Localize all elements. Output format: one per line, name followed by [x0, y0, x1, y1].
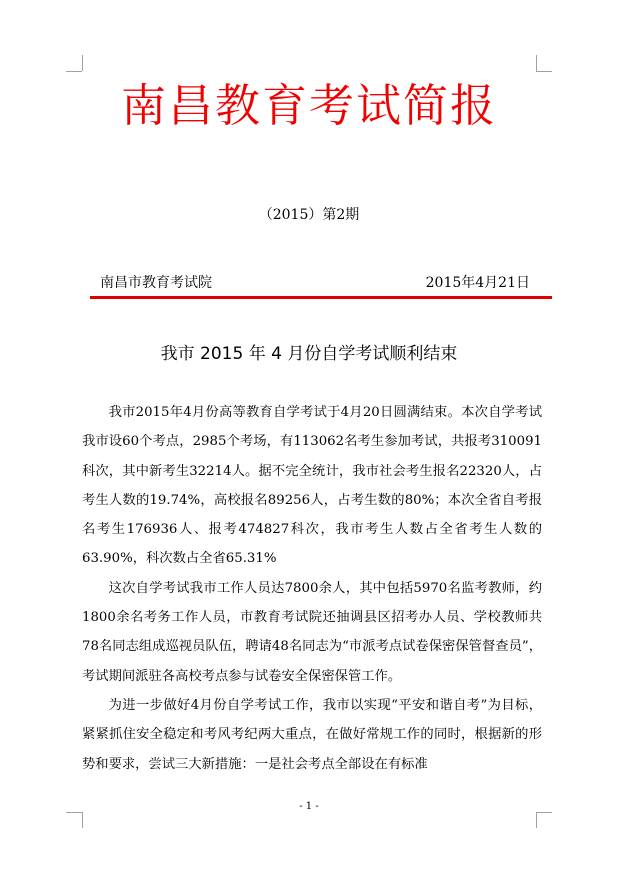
article-body [82, 398, 542, 779]
page-number: - 1 - [299, 801, 319, 812]
issue-number: （2015）第2期 [258, 207, 360, 223]
crop-mark-bottom-right-v [536, 812, 537, 828]
crop-mark-top-right-h [536, 71, 552, 72]
crop-mark-top-right-v [536, 55, 537, 71]
crop-mark-bottom-left-v [82, 812, 83, 828]
publication-meta [100, 274, 530, 292]
crop-mark-top-left-v [82, 55, 83, 71]
article-paragraph: 我市2015年4月份高等教育自学考试于4月20日圆满结束。本次自学考试我市设60个考点，2985个考场，有113062名考生参加考试，共报考310091科次，其中新考生32214人。据不完全统计，我市社会考生报名22320人，占考生人数的19.74%，高校报名89256人，占考生数的80%；本次全省自考报名考生176936人、报考474827科次，我市考生人数占全省考生人数的63.90%，科次数占全省65.31% [82, 405, 542, 567]
article-title: 我市 2015 年 4 月份自学考试顺利结束 [160, 344, 458, 364]
article-paragraph: 为进一步做好4月份自学考试工作，我市以实现“平安和谐自考”为目标，紧紧抓住安全稳定和考风考纪两大重点，在做好常规工作的同时，根据新的形势和要求，尝试三大新措施：一是社会考点全部设在有标准 [82, 697, 542, 772]
header-red-rule [90, 296, 552, 299]
publisher-name: 南昌市教育考试院 [100, 275, 212, 291]
publication-date: 2015年4月21日 [425, 275, 530, 291]
crop-mark-top-left-h [66, 71, 82, 72]
article-paragraph: 这次自学考试我市工作人员达7800余人，其中包括5970名监考教师，约1800余名考务工作人员，市教育考试院还抽调县区招考办人员、学校教师共78名同志组成巡视员队伍，聘请48名同志为“市派考点试卷保密保管督查员”，考试期间派驻各高校考点参与试卷安全保密保管工作。 [82, 580, 542, 684]
masthead-title: 南昌教育考试简报 [120, 79, 497, 132]
